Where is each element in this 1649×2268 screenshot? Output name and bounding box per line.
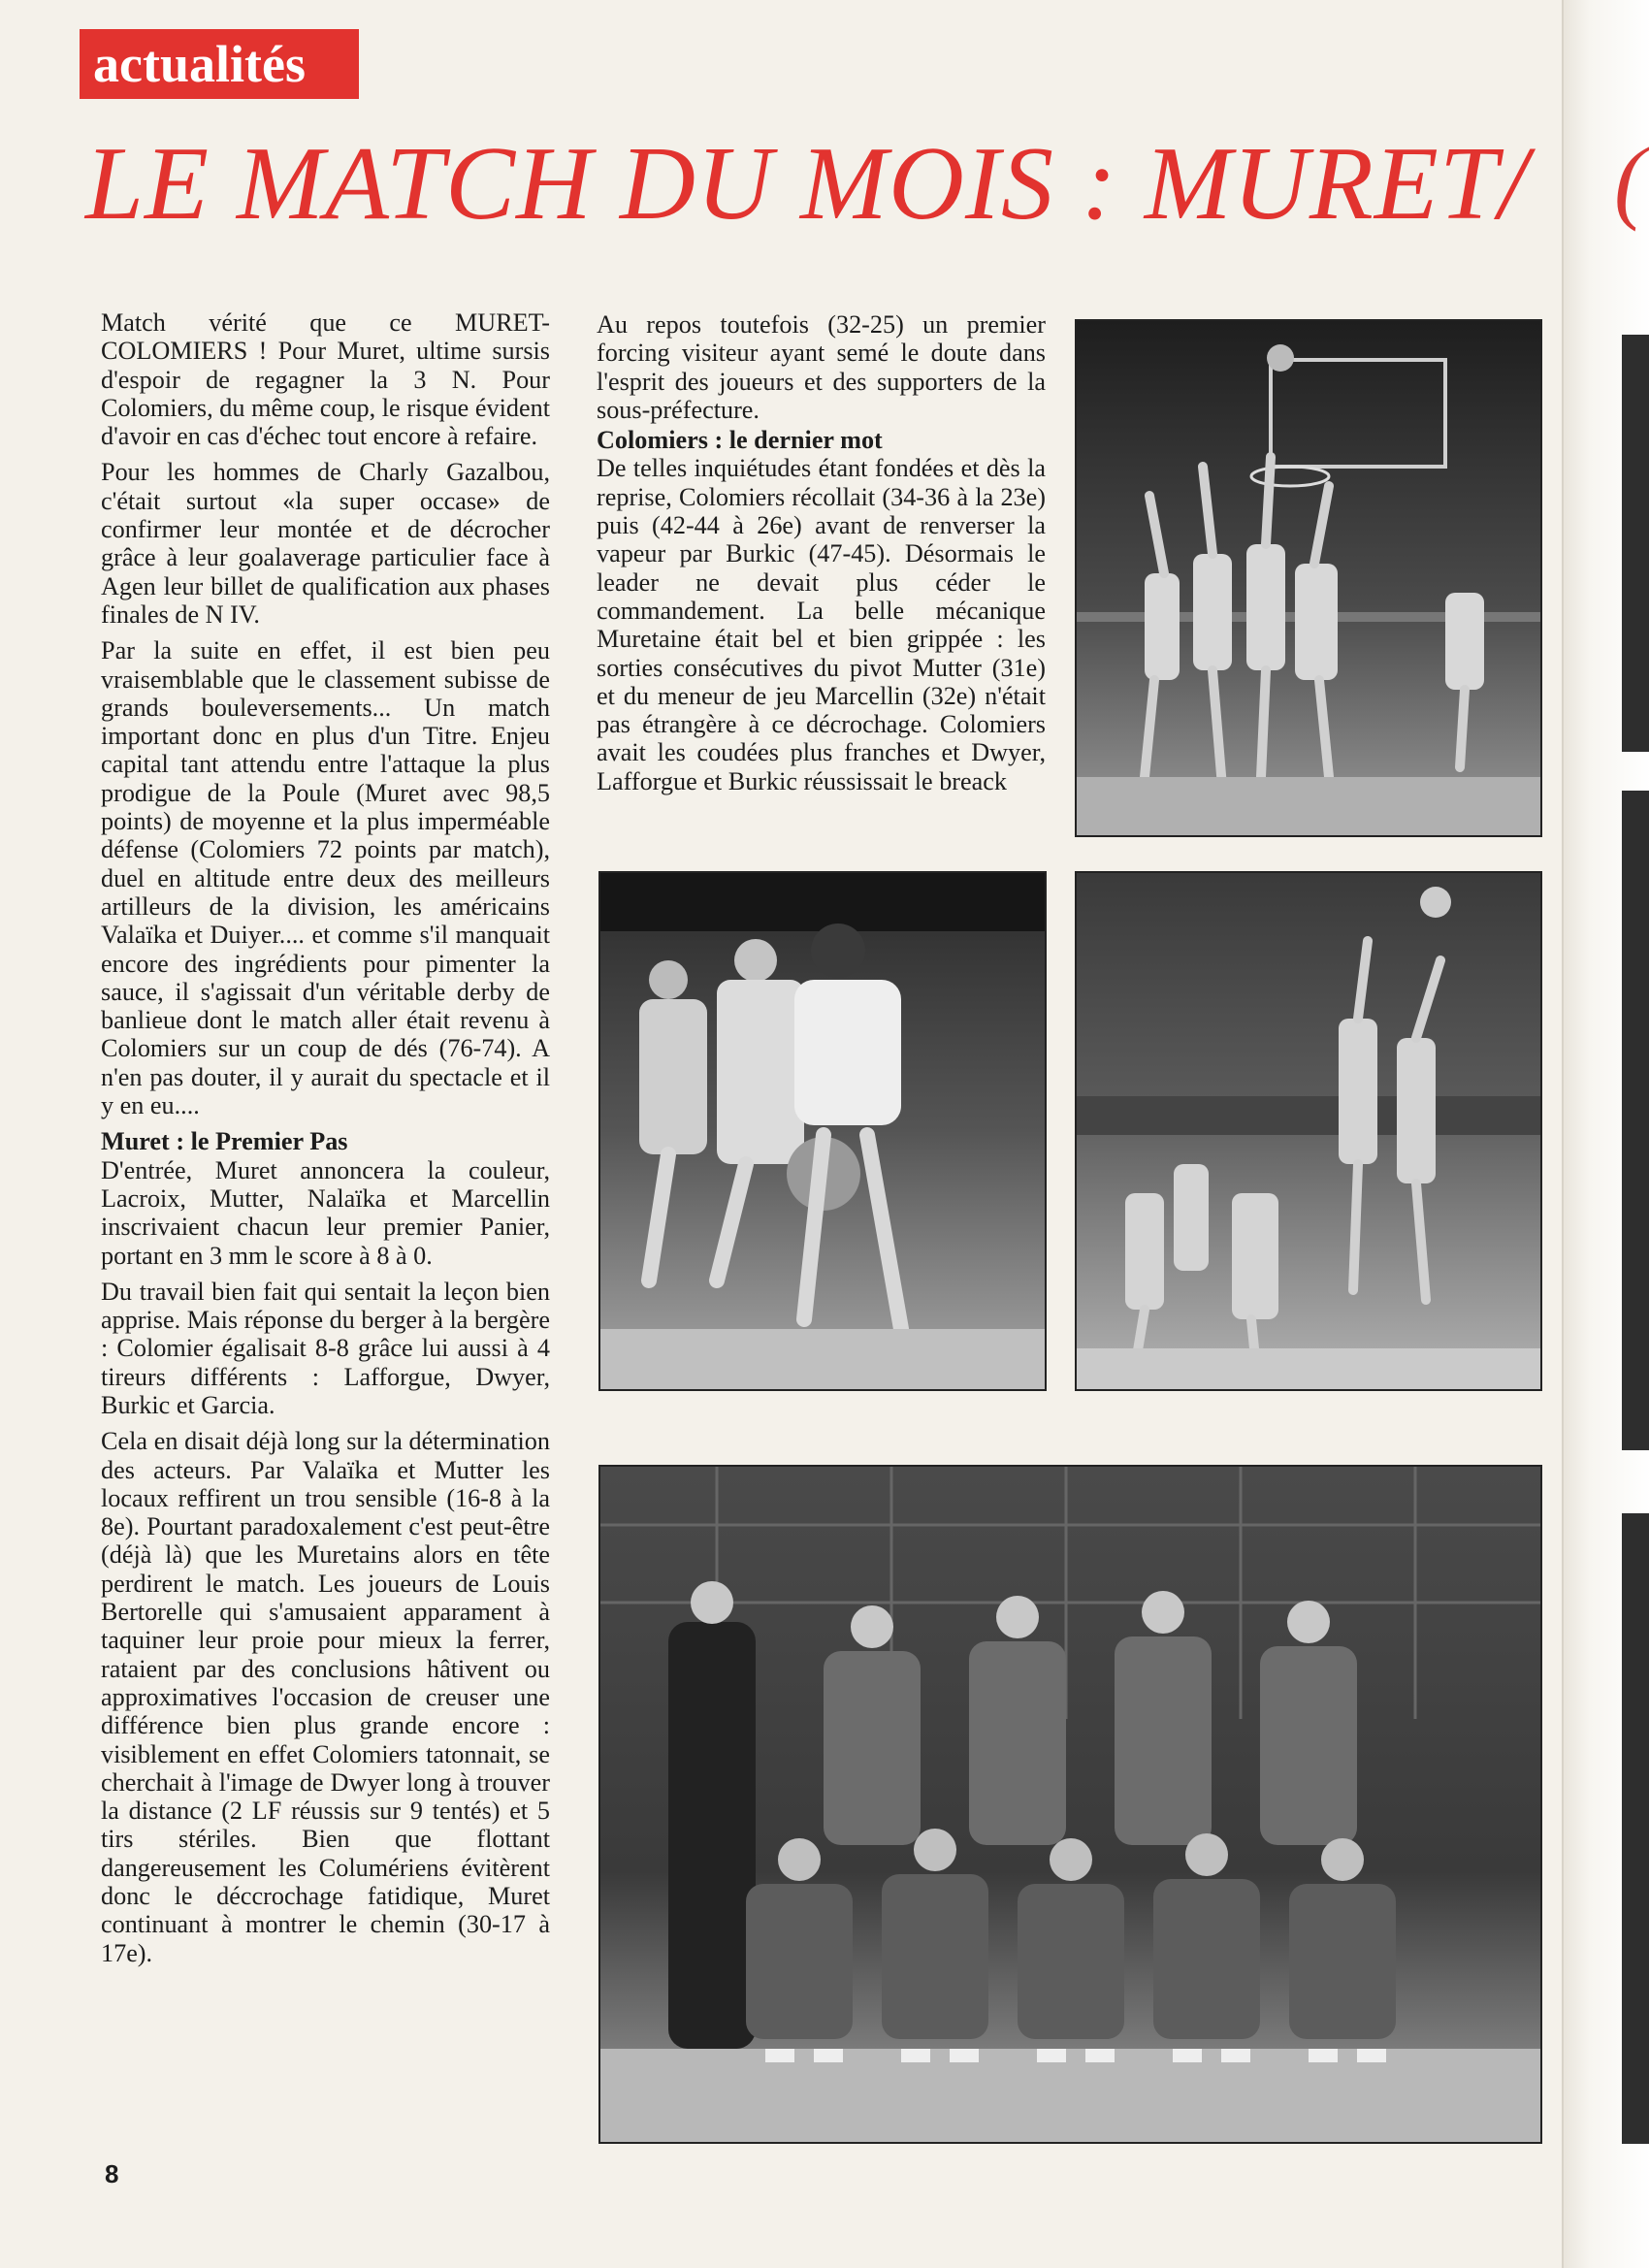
paragraph: De telles inquiétudes étant fondées et dès la reprise, Colomiers récollait (34-36 à la 23e) puis (42-44 à 26e) avant de renverser la vapeur par Burkic (47-45). Désormais le leader ne devait plus céder le commandement. La belle mécanique Muretaine était bel et bien grippée : les sorties consécutives du pivot Mutter (31e) et du meneur de jeu Marcellin (32e) n'était pas étrangère à ce décrochage. Colomiers avait les coudées plus franches et Dwyer, Lafforgue et Burkic réussissait le breack bbox=[597, 454, 1046, 795]
next-page-photo-edge bbox=[1622, 335, 1649, 752]
paragraph: Match vérité que ce MURET-COLOMIERS ! Pour Muret, ultime sursis d'espoir de regagner la 3 N. Pour Colomiers, du même coup, le risque évident d'avoir en cas d'échec tout encore à refaire. bbox=[101, 308, 550, 451]
paragraph: D'entrée, Muret annoncera la couleur, Lacroix, Mutter, Nalaïka et Marcellin inscrivaient chacun leur premier Panier, portant en 3 mm le score à 8 à 0. bbox=[101, 1155, 550, 1270]
photo-illustration bbox=[1077, 321, 1540, 835]
next-page-photo-edge bbox=[1622, 1513, 1649, 2144]
photo-illustration bbox=[1077, 873, 1540, 1389]
photo-illustration bbox=[600, 873, 1045, 1389]
paragraph: Pour les hommes de Charly Gazalbou, c'était surtout «la super occase» de confirmer leur montée et de décrocher grâce à leur goalaverage particulier face à Agen leur billet de qualification aux phases finales de N IV. bbox=[101, 458, 550, 629]
photo-player-holding-ball bbox=[598, 871, 1047, 1391]
text-column-2 bbox=[597, 310, 1046, 834]
paragraph: Du travail bien fait qui sentait la leçon bien apprise. Mais réponse du berger à la bergère : Colomier égalisait 8-8 grâce lui aussi à 4 tireurs différents : Lafforgue, Dwyer, Burkic et Garcia. bbox=[101, 1277, 550, 1419]
subheading: Muret : le Premier Pas bbox=[101, 1127, 348, 1156]
paragraph: Par la suite en effet, il est bien peu vraisemblable que le classement subisse de grands bouleversements... Un match important donc en plus d'un Titre. Enjeu capital tant attendu entre l'attaque la plus prodigue de la Poule (Muret avec 98,5 points) de moyenne et la plus imperméable défense (Colomiers 72 points par match), duel en altitude entre deux des meilleurs artilleurs de la division, les américains Valaïka et Duiyer.... et comme s'il manquait encore des ingrédients pour pimenter la sauce, il s'agissait d'un véritable derby de banlieue dont le match aller était revenu à Colomiers sur un coup de dés (76-74). A n'en pas douter, il y aurait du spectacle et il y en eu.... bbox=[101, 636, 550, 1120]
page-number: 8 bbox=[105, 2159, 119, 2188]
photo-illustration bbox=[600, 1467, 1540, 2142]
text-column-1 bbox=[101, 308, 550, 1975]
photo-team-group bbox=[598, 1465, 1542, 2144]
next-page-photo-edge bbox=[1622, 791, 1649, 1450]
paragraph: Au repos toutefois (32-25) un premier forcing visiteur ayant semé le doute dans l'esprit des joueurs et des supporters de la sous-préfecture. bbox=[597, 310, 1046, 424]
subheading: Colomiers : le dernier mot bbox=[597, 426, 883, 455]
section-banner: actualités bbox=[80, 29, 359, 99]
next-page-headline-fragment: ( bbox=[1614, 128, 1645, 232]
photo-rebound-under-basket bbox=[1075, 319, 1542, 837]
photo-jump-shot bbox=[1075, 871, 1542, 1391]
article-headline: LE MATCH DU MOIS : MURET/ bbox=[85, 126, 1529, 242]
paragraph: Cela en disait déjà long sur la détermination des acteurs. Par Valaïka et Mutter les locaux reffirent un trou sensible (16-8 à la 8e). Pourtant paradoxalement c'est peut-être (déjà là) que les Muretains alors en tête perdirent le match. Les joueurs de Louis Bertorelle qui s'amusaient apparament à taquiner leur proie pour mieux la ferrer, rataient par des conclusions hâtivent ou approximatives l'occasion de creuser une différence bien plus grande encore : visiblement en effet Colomiers tatonnait, se cherchait à l'image de Dwyer long à trouver la distance (2 LF réussis sur 9 tentés) et 5 tirs stériles. Bien que flottant dangereusement les Columériens évitèrent donc le déccrochage fatidique, Muret continuant à montrer le chemin (30-17 à 17e). bbox=[101, 1427, 550, 1967]
